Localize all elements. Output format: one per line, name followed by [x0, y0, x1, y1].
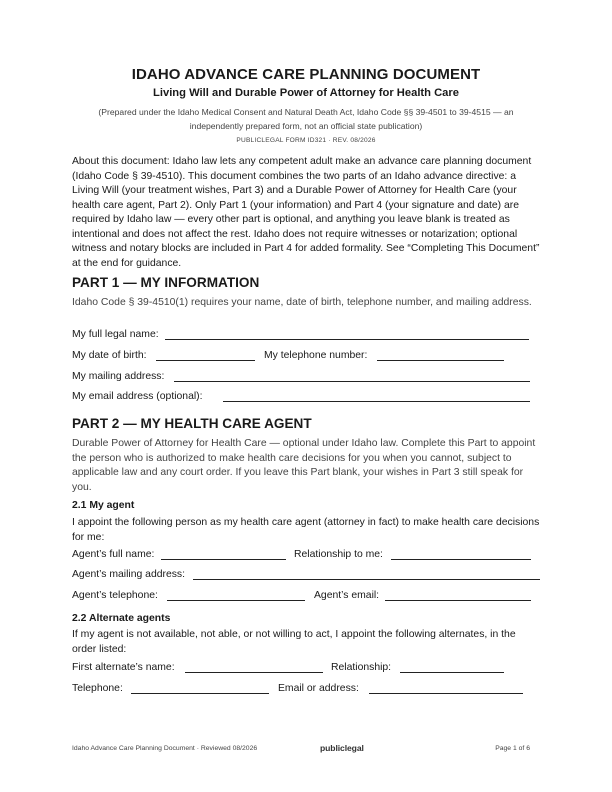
alternate-relationship-label: Relationship: — [331, 662, 392, 673]
mailing-field[interactable] — [174, 381, 530, 382]
alternate-relationship-field[interactable] — [400, 672, 504, 673]
dob-phone-row — [72, 349, 542, 363]
agent-phone-label: Agent’s telephone: — [72, 590, 158, 601]
footer-page-number: Page 1 of 6 — [495, 745, 530, 752]
full-name-field[interactable] — [165, 339, 529, 340]
alternate-phone-field[interactable] — [131, 693, 269, 694]
full-name-label: My full legal name: — [72, 329, 159, 340]
agent-email-label: Agent’s email: — [314, 590, 380, 601]
part2-heading: PART 2 — MY HEALTH CARE AGENT — [72, 416, 312, 431]
mailing-row — [72, 370, 542, 384]
alternate-name-row — [72, 661, 542, 675]
relationship-field[interactable] — [391, 559, 531, 560]
alternate-email-field[interactable] — [369, 693, 523, 694]
footer-brand-logo: publiclegal — [320, 743, 364, 753]
email-label: My email address (optional): — [72, 391, 203, 402]
form-number: PUBLICLEGAL FORM ID321 · REV. 08/2026 — [236, 137, 376, 144]
agent-name-field[interactable] — [161, 559, 286, 560]
document-subtitle: Living Will and Durable Power of Attorney for Health Care — [153, 87, 459, 99]
relationship-label: Relationship to me: — [294, 549, 383, 560]
section-2-1-heading: 2.1 My agent — [72, 500, 135, 511]
section-2-1-text: I appoint the following person as my health care agent (attorney in fact) to make health care decisions for me: — [72, 517, 540, 543]
part2-note: Durable Power of Attorney for Health Care — optional under Idaho law. Complete this Part to appoint the person who is authorized to make health care decisions for you when you cannot, subject to applicable law and any court order. If you leave this Part blank, your wishes in Part 3 still speak for you. — [72, 438, 536, 493]
dob-field[interactable] — [156, 360, 255, 361]
intro-paragraph: About this document: Idaho law lets any competent adult make an advance care planning document (Idaho Code § 39-4510). This document combines the two parts of an Idaho advance directive: a Living Will (your treatment wishes, Part 3) and a Durable Power of Attorney for Health Care (your health care agent, Part 2). Only Part 1 (your information) and Part 4 (your signature and date) are required by Idaho law — every other part is optional, and anything you leave blank is treated as intentional and does not affect the rest. Idaho does not require witnesses or notarization; optional witness and notary blocks are included in Part 4 for added formality. See “Completing This Document” at the end for guidance. — [72, 156, 540, 269]
alternate-name-field[interactable] — [185, 672, 323, 673]
agent-phone-field[interactable] — [167, 600, 305, 601]
agent-email-field[interactable] — [385, 600, 531, 601]
email-row — [72, 390, 542, 404]
agent-mailing-row — [72, 568, 542, 582]
page-footer — [72, 744, 530, 756]
alternate-email-label: Email or address: — [278, 683, 359, 694]
email-field[interactable] — [223, 401, 530, 402]
alternate-phone-label: Telephone: — [72, 683, 123, 694]
section-2-2-text: If my agent is not available, not able, or not willing to act, I appoint the following alternates, in the order listed: — [72, 629, 516, 655]
phone-field[interactable] — [377, 360, 504, 361]
agent-mailing-field[interactable] — [193, 579, 540, 580]
alternate-contact-row — [72, 682, 542, 696]
full-name-row — [72, 328, 542, 342]
phone-label: My telephone number: — [264, 350, 368, 361]
prepared-note-line2: independently prepared form, not an official state publication) — [189, 120, 423, 131]
alternate-name-label: First alternate’s name: — [72, 662, 175, 673]
agent-contact-row — [72, 589, 542, 603]
agent-name-row — [72, 548, 542, 562]
footer-document-name: Idaho Advance Care Planning Document · Reviewed 08/2026 — [72, 745, 258, 752]
mailing-label: My mailing address: — [72, 371, 165, 382]
section-2-2-heading: 2.2 Alternate agents — [72, 613, 171, 624]
prepared-note — [66, 106, 546, 133]
agent-mailing-label: Agent’s mailing address: — [72, 569, 186, 580]
dob-label: My date of birth: — [72, 350, 147, 361]
document-title: IDAHO ADVANCE CARE PLANNING DOCUMENT — [131, 66, 481, 83]
part1-heading: PART 1 — MY INFORMATION — [72, 275, 260, 290]
agent-name-label: Agent’s full name: — [72, 549, 155, 560]
part1-note: Idaho Code § 39-4510(1) requires your name, date of birth, telephone number, and mailing address. — [72, 297, 532, 308]
prepared-note-line1: (Prepared under the Idaho Medical Consent and Natural Death Act, Idaho Code §§ 39-4501 to 39-4515 — an — [98, 107, 514, 117]
